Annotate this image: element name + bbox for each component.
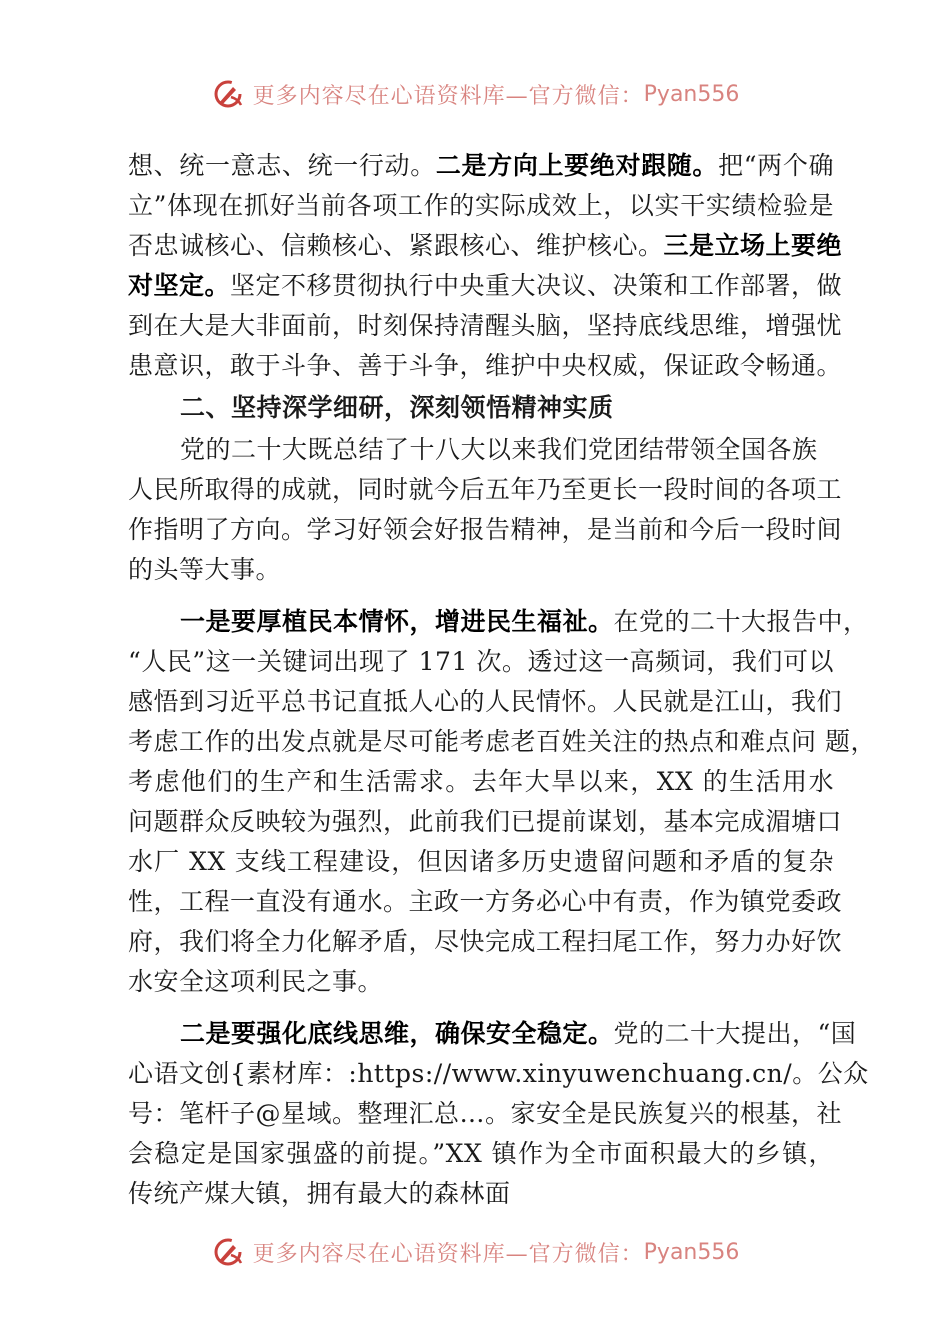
- bold-emphasis: 二是要强化底线思维，确保安全稳定。: [180, 1019, 614, 1048]
- text-line: 作指明了方向。学习好领会好报告精神，是当前和今后一段时间: [128, 515, 843, 544]
- text-line: 的头等大事。: [128, 555, 282, 584]
- text-line: 考虑工作的出发点就是尽可能考虑老百姓关注的热点和难点问 题，: [128, 727, 876, 756]
- text-line: 二是要强化底线思维，确保安全稳定。党的二十大提出，“国: [180, 1019, 857, 1048]
- document-body: [128, 146, 876, 1214]
- text-line: 号：笔杆子@星域。整理汇总…。家安全是民族复兴的根基，社: [128, 1099, 843, 1128]
- text-line: 想、统一意志、统一行动。二是方向上要绝对跟随。把“两个确: [128, 151, 834, 180]
- bold-emphasis: 对坚定。: [128, 271, 231, 300]
- text-line: 患意识，敢于斗争、善于斗争，维护中央权威，保证政令畅通。: [128, 351, 843, 380]
- text-line: 对坚定。坚定不移贯彻执行中央重大决议、决策和工作部署，做: [128, 271, 843, 300]
- bold-emphasis: 二是方向上要绝对跟随。: [435, 151, 719, 180]
- brush-logo-icon: [211, 77, 245, 111]
- text-line: 水厂 XX 支线工程建设，但因诸多历史遗留问题和矛盾的复杂: [128, 847, 834, 876]
- text-line: 会稳定是国家强盛的前提。”XX 镇作为全市面积最大的乡镇，: [128, 1139, 834, 1168]
- text-line: 人民所取得的成就，同时就今后五年乃至更长一段时间的各项工: [128, 475, 843, 504]
- bold-emphasis: 三是立场上要绝: [663, 231, 843, 260]
- text-line: 到在大是大非面前，时刻保持清醒头脑，坚持底线思维，增强忧: [128, 311, 843, 340]
- watermark-text: 更多内容尽在心语资料库—官方微信：: [252, 83, 644, 109]
- text-line: 立”体现在抓好当前各项工作的实际成效上，以实干实绩检验是: [128, 191, 834, 220]
- text-line: 考虑他们的生产和生活需求。去年大旱以来，XX 的生活用水: [128, 767, 834, 796]
- text-line: 感悟到习近平总书记直抵人心的人民情怀。人民就是江山，我们: [128, 687, 843, 716]
- text-line: 问题群众反映较为强烈，此前我们已提前谋划，基本完成湄塘口: [128, 807, 843, 836]
- text-line: “人民”这一关键词出现了 171 次。透过这一高频词，我们可以: [128, 647, 834, 676]
- watermark-banner-top: [0, 72, 950, 116]
- text-line: 传统产煤大镇，拥有最大的森林面: [128, 1179, 511, 1208]
- brush-logo-icon: [211, 1235, 245, 1269]
- text-line: 府，我们将全力化解矛盾，尽快完成工程扫尾工作，努力办好饮: [128, 927, 843, 956]
- watermark-wechat-id: Pyan556: [643, 81, 740, 107]
- text-line: 心语文创{素材库：:https://www.xinyuwenchuang.cn/。公众: [128, 1059, 869, 1088]
- text-line: 性，工程一直没有通水。主政一方务必心中有责，作为镇党委政: [128, 887, 843, 916]
- section-heading: 二、坚持深学细研，深刻领悟精神实质: [180, 393, 614, 422]
- watermark-wechat-id: Pyan556: [643, 1239, 740, 1265]
- bold-emphasis: 一是要厚植民本情怀，增进民生福祉。: [180, 607, 614, 636]
- watermark-text: 更多内容尽在心语资料库—官方微信：: [252, 1241, 644, 1267]
- text-line: 水安全这项利民之事。: [128, 967, 384, 996]
- text-line: 一是要厚植民本情怀，增进民生福祉。在党的二十大报告中，: [180, 607, 869, 636]
- watermark-banner-bottom: [0, 1230, 950, 1274]
- text-line: 党的二十大既总结了十八大以来我们党团结带领全国各族: [180, 435, 818, 464]
- text-line: 否忠诚核心、信赖核心、紧跟核心、维护核心。三是立场上要绝: [128, 231, 843, 260]
